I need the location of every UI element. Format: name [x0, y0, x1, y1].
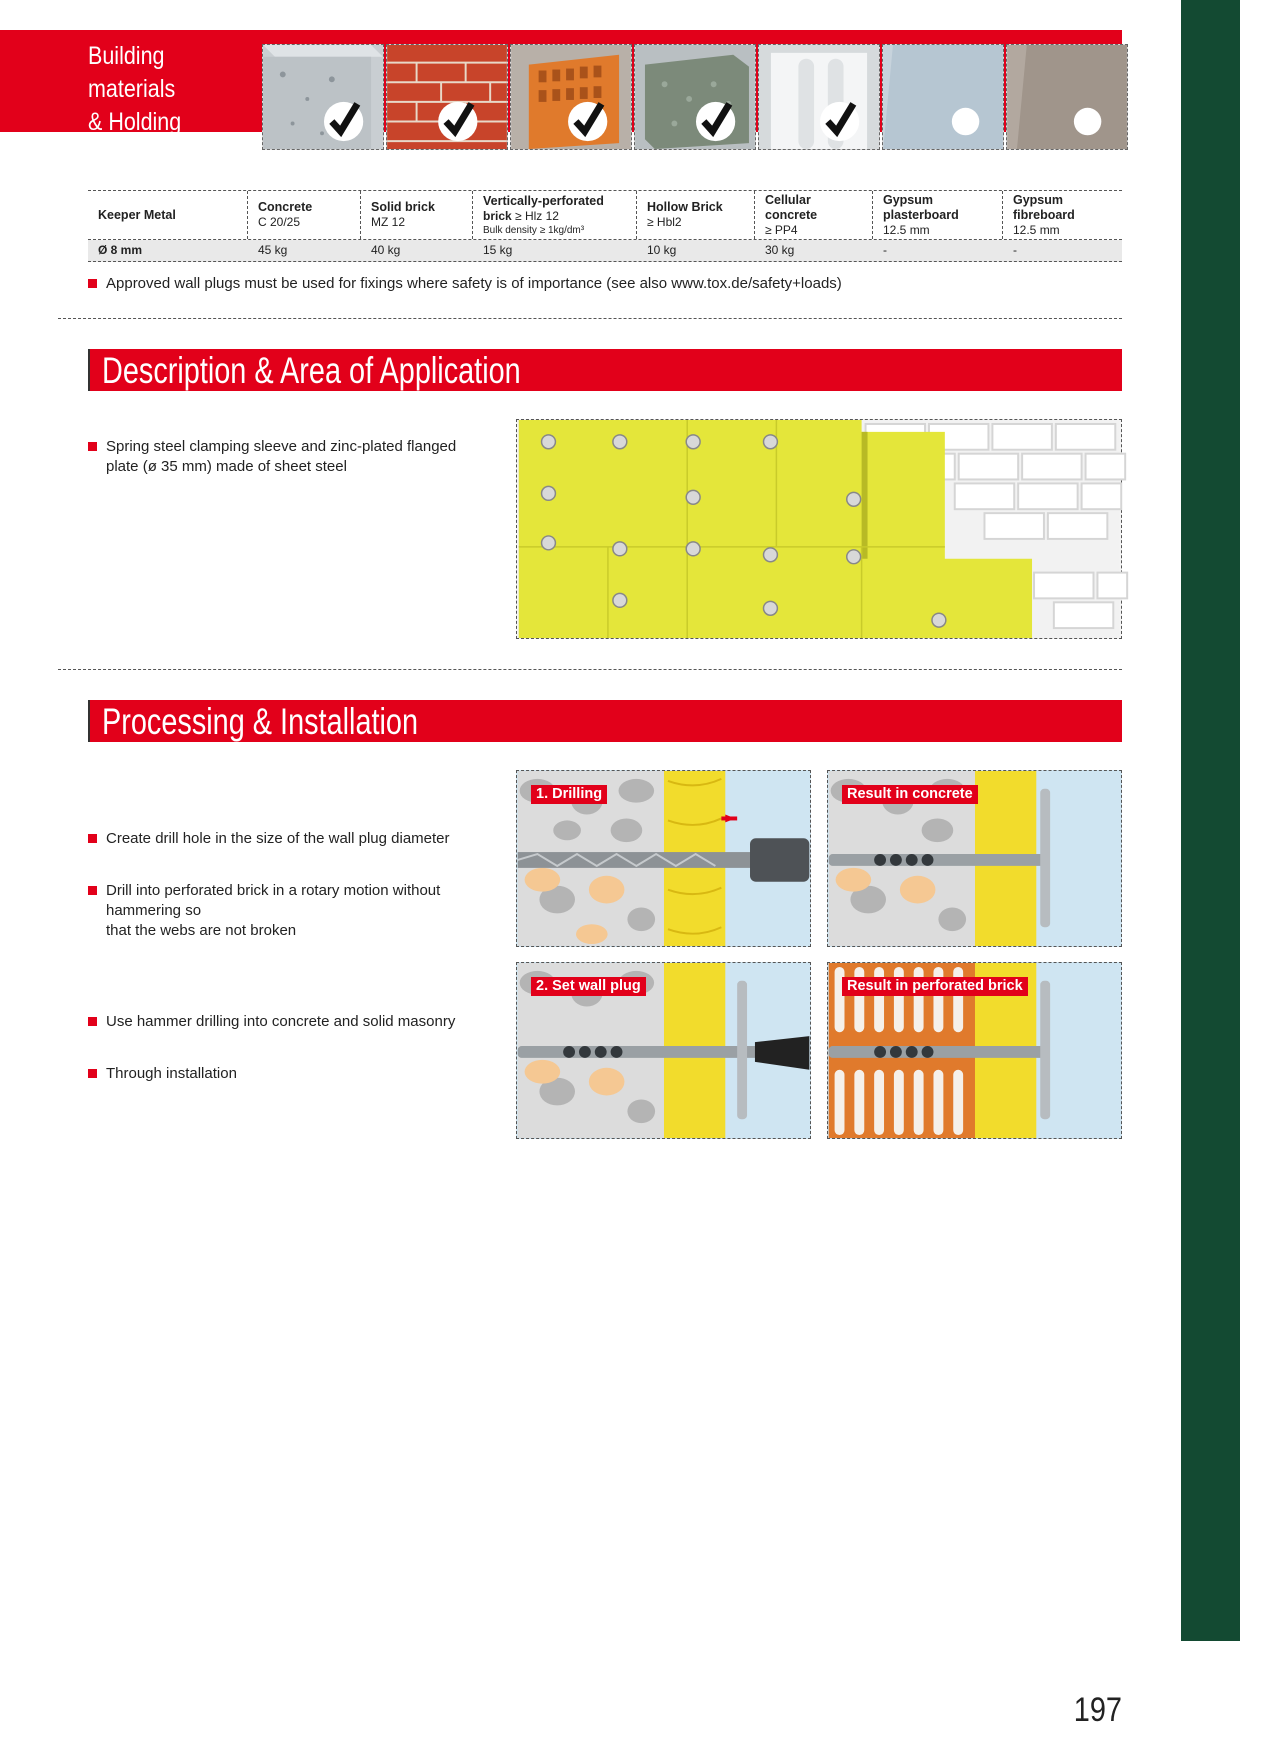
bullet-square-icon [88, 442, 97, 451]
column-sub [483, 209, 626, 224]
table-cell: - [883, 243, 887, 257]
load-table [88, 190, 1122, 262]
divider [58, 318, 1122, 319]
description-section-bar [88, 349, 1122, 391]
step-label-result-brick: Result in perforated brick [842, 977, 1028, 996]
safety-note-text: Approved wall plugs must be used for fixings where safety is of importance (see also www.tox.de/safety+loads) [106, 275, 842, 292]
bullet-line: Spring steel clamping sleeve and zinc-plated flanged [106, 438, 457, 455]
column-name: Hollow Brick [647, 200, 723, 214]
table-cell: 30 kg [765, 243, 795, 257]
description-title: Description & Area of Application [102, 350, 521, 391]
bullet-square-icon [88, 834, 97, 843]
step-drilling-illustration [516, 770, 811, 947]
bullet-square-icon [88, 279, 97, 288]
table-cell: 15 kg [483, 243, 513, 257]
circle-icon [1074, 108, 1101, 135]
step-label-drilling: 1. Drilling [531, 785, 607, 804]
column-gypsum-fibreboard [1003, 191, 1122, 239]
column-sub: C 20/25 [258, 215, 301, 229]
bullet-line: Drill into perforated brick in a rotary motion without [106, 882, 441, 899]
column-name-2: brick [483, 208, 512, 223]
bullet-line: Use hammer drilling into concrete and solid masonry [106, 1013, 456, 1030]
column-name: Solid brick [371, 200, 435, 214]
solid-brick-image [387, 45, 507, 149]
divider [58, 669, 1122, 670]
header-title-line1: Building materials [88, 42, 176, 103]
column-name-2: fibreboard [1013, 207, 1075, 222]
hollow-brick-image [635, 45, 755, 149]
processing-title: Processing & Installation [102, 701, 419, 742]
column-cellular-concrete [755, 191, 873, 239]
processing-section-bar [88, 700, 1122, 742]
column-perforated-brick [473, 191, 637, 239]
column-name-2-rest: ≥ Hlz 12 [511, 208, 559, 223]
application-illustration [516, 419, 1122, 639]
cellular-concrete-tile [758, 44, 880, 150]
side-tab-label: Insulation material [1236, 1351, 1269, 1595]
step-label-set-plug: 2. Set wall plug [531, 977, 646, 996]
table-row-header-cell [88, 191, 248, 239]
column-name: Gypsum [883, 192, 934, 207]
table-cell: 10 kg [647, 243, 677, 257]
column-name: Gypsum [1013, 192, 1064, 207]
gypsum-plasterboard-image [883, 45, 1003, 149]
row-header-label: Keeper Metal [98, 207, 176, 222]
step-set-plug-illustration [516, 962, 811, 1139]
column-hollow-brick [637, 191, 755, 239]
table-cell: 40 kg [371, 243, 401, 257]
step-label-result-concrete: Result in concrete [842, 785, 978, 804]
step-result-concrete-illustration [827, 770, 1122, 947]
column-sub: ≥ PP4 [765, 222, 798, 237]
processing-bullet [88, 881, 526, 941]
column-sub: MZ 12 [371, 215, 406, 229]
column-solid-brick [361, 191, 473, 239]
processing-bullet [88, 829, 526, 849]
bullet-line: plate (ø 35 mm) made of sheet steel [106, 458, 347, 475]
processing-bullet [88, 1012, 526, 1032]
bullet-square-icon [88, 1069, 97, 1078]
column-gypsum-plasterboard [873, 191, 1003, 239]
gypsum-fibreboard-tile [1006, 44, 1128, 150]
insulation-wall-image [517, 420, 1121, 638]
header-title-line2: & Holding values [88, 108, 182, 169]
gypsum-fibreboard-image [1007, 45, 1127, 149]
side-tab [1181, 0, 1240, 1641]
description-bullet [88, 437, 506, 477]
table-cell: - [1013, 243, 1017, 257]
column-small: Bulk density ≥ 1kg/dm³ [483, 224, 585, 236]
column-name: Vertically-perforated [483, 193, 604, 208]
column-sub: 12.5 mm [1013, 222, 1060, 237]
column-name: Cellular concrete [765, 192, 818, 222]
header-title [88, 40, 234, 172]
concrete-image [263, 45, 383, 149]
column-name-2: plasterboard [883, 207, 959, 222]
page-number: 197 [1073, 1691, 1122, 1729]
bullet-line: Create drill hole in the size of the wall plug diameter [106, 830, 450, 847]
table-cell: 45 kg [258, 243, 288, 257]
perforated-brick-tile [510, 44, 632, 150]
processing-bullet [88, 1064, 526, 1084]
hollow-brick-tile [634, 44, 756, 150]
bullet-line: Through installation [106, 1065, 237, 1082]
column-concrete [248, 191, 361, 239]
concrete-tile [262, 44, 384, 150]
bullet-line: hammering so [106, 902, 202, 919]
cellular-concrete-image [759, 45, 879, 149]
bullet-line: that the webs are not broken [106, 922, 297, 939]
column-name: Concrete [258, 200, 313, 214]
table-row [88, 240, 1122, 262]
bullet-square-icon [88, 1017, 97, 1026]
column-sub: ≥ Hbl2 [647, 215, 682, 229]
circle-icon [952, 108, 979, 135]
row-label: Ø 8 mm [98, 243, 143, 257]
bullet-square-icon [88, 886, 97, 895]
perforated-brick-image [511, 45, 631, 149]
step-result-brick-illustration [827, 962, 1122, 1139]
column-sub: 12.5 mm [883, 222, 930, 237]
gypsum-plasterboard-tile [882, 44, 1004, 150]
safety-note [88, 274, 1136, 294]
solid-brick-tile [386, 44, 508, 150]
table-header-row [88, 190, 1122, 240]
